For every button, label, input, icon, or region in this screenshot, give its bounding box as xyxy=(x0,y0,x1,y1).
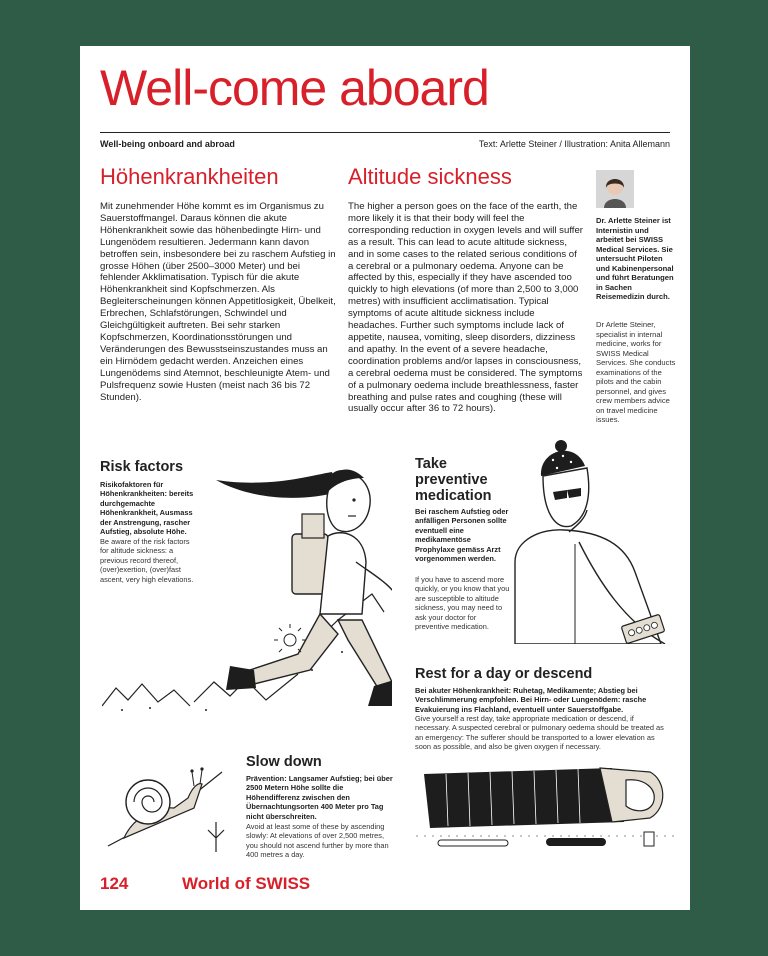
hiker-illustration xyxy=(102,444,392,714)
preventive-heading: Take preventive medication xyxy=(415,456,492,504)
risk-text-en: Be aware of the risk factors for altitude sickness: a previous record thereof, (over)exertion, (over)fast ascent, very high elevations. xyxy=(100,537,194,584)
slow-text-en: Avoid at least some of these by ascending slowly: At elevations of over 2,500 metres, you should not ascend further by more than 400 metres a day. xyxy=(246,822,389,860)
sleeping-bag-illustration xyxy=(416,758,676,854)
title-rule xyxy=(100,132,670,133)
author-portrait-icon xyxy=(596,170,634,208)
medication-illustration xyxy=(505,432,675,644)
slow-heading: Slow down xyxy=(246,754,322,770)
preventive-text-en: If you have to ascend more quickly, or you know that you are susceptible to altitude sickness, you may need to ask your doctor for preventive medication. xyxy=(415,575,510,632)
rest-text-de: Bei akuter Höhenkrankheit: Ruhetag, Medikamente; Abstieg bei Verschlimmerung empfohlen. Bei Hirn- oder Lungenödem: rasche Evakuierung ins Flachland, eventuell unter Sauerstoffgabe. xyxy=(415,686,647,714)
german-heading: Höhenkrankheiten xyxy=(100,164,279,189)
risk-text-de: Risikofaktoren für Höhenkrankheiten: bereits durchgemachte Höhenkrankheit, Ausmass der Anstrengung, rascher Aufstieg, absolute Höhe. xyxy=(100,480,194,537)
page-number: 124 xyxy=(100,874,129,893)
german-body: Mit zunehmender Höhe kommt es im Organismus zu Sauerstoffmangel. Daraus können die akute Höhenkrankheit sowie das höhenbedingte Hirn- und Lungenödem resultieren. Jedermann kann davon betroffen sein, insbesondere bei zu raschem Aufstieg in grosse Höhen (über 2500–3000 Meter) und bei fehlender Akklimatisation. Typisch für die akute Höhenkrankheit sind Kopfschmerzen. Als Begleiterscheinungen können Appetitlosigkeit, Übelkeit, Erbrechen, Schlafstörungen, Schwindel und Gleichgültigkeit auftreten. Bei sehr starken Kopfschmerzen, Koordinationsstörungen und Veränderungen des Bewusstseinszustandes muss an ein Hirnödem gedacht werden. Anzeichen eines Lungenödems sind Atemnot, beschleunigte Atem- und Pulsfrequenz sowie Husten (meist nach 36 bis 72 Stunden). xyxy=(100,201,336,403)
english-body: The higher a person goes on the face of the earth, the more likely it is that their body will feel the corresponding reduction in oxygen levels and will suffer as a result. This can lead to acute altitude sickness, and in some cases to the related serious conditions of a cerebral or a pulmonary oedema. Anyone can be affected by this, especially if they have ascended too quickly to high elevations (of more than 2,500 to 3,000 metres) with insufficient acclimatisation. Typical symptoms of acute altitude sickness include headaches. Further such symptoms include lack of appetite, nausea, vomiting, sleep disorders, dizziness and apathy. In the event of a severe headache, coordination problems and/or lapses in consciousness, a cerebral oedema must be considered. The symptoms of a pulmonary oedema include breathlessness, faster breathing and pulse rates and coughing (these will usually occur after 36 to 72 hours). xyxy=(348,201,584,415)
page-title: Well-come aboard xyxy=(100,60,489,116)
magazine-page xyxy=(80,46,690,910)
article-credit: Text: Arlette Steiner / Illustration: Anita Allemann xyxy=(478,139,670,149)
preventive-text-de: Bei raschem Aufstieg oder anfälligen Personen sollte eventuell eine medikamentöse Prophylaxe gemäss Arzt vorgenommen werden. xyxy=(415,507,509,564)
risk-heading: Risk factors xyxy=(100,459,184,475)
snail-illustration xyxy=(102,758,228,854)
section-subtitle: Well-being onboard and abroad xyxy=(100,139,235,149)
author-photo xyxy=(596,170,634,208)
rest-text-en: Give yourself a rest day, take appropriate medication or descend, if necessary. A suspected cerebral or pulmonary oedema should be treated as an emergency: The sufferer should be transported to a lower elevation as soon as possible, and also be given oxygen if necessary. xyxy=(415,714,664,752)
rest-heading: Rest for a day or descend xyxy=(415,666,593,682)
english-heading: Altitude sickness xyxy=(348,164,512,189)
slow-text-de: Prävention: Langsamer Aufstieg; bei über 2500 Metern Höhe sollte die Höhendifferenz zwischen den Übernachtungsorten 400 Meter pro Tag nicht überschreiten. xyxy=(246,774,393,821)
magazine-name: World of SWISS xyxy=(182,874,311,893)
author-bio-de: Dr. Arlette Steiner ist Internistin und arbeitet bei SWISS Medical Services. Sie untersucht Piloten und Kabinenpersonal und führt Beratungen in Sachen Reisemedizin durch. xyxy=(596,216,674,301)
author-bio-en: Dr Arlette Steiner, specialist in internal medicine, works for SWISS Medical Services. She conducts examinations of the pilots and the cabin personnel, and gives crew members advice on travel medicine issues. xyxy=(596,320,676,424)
